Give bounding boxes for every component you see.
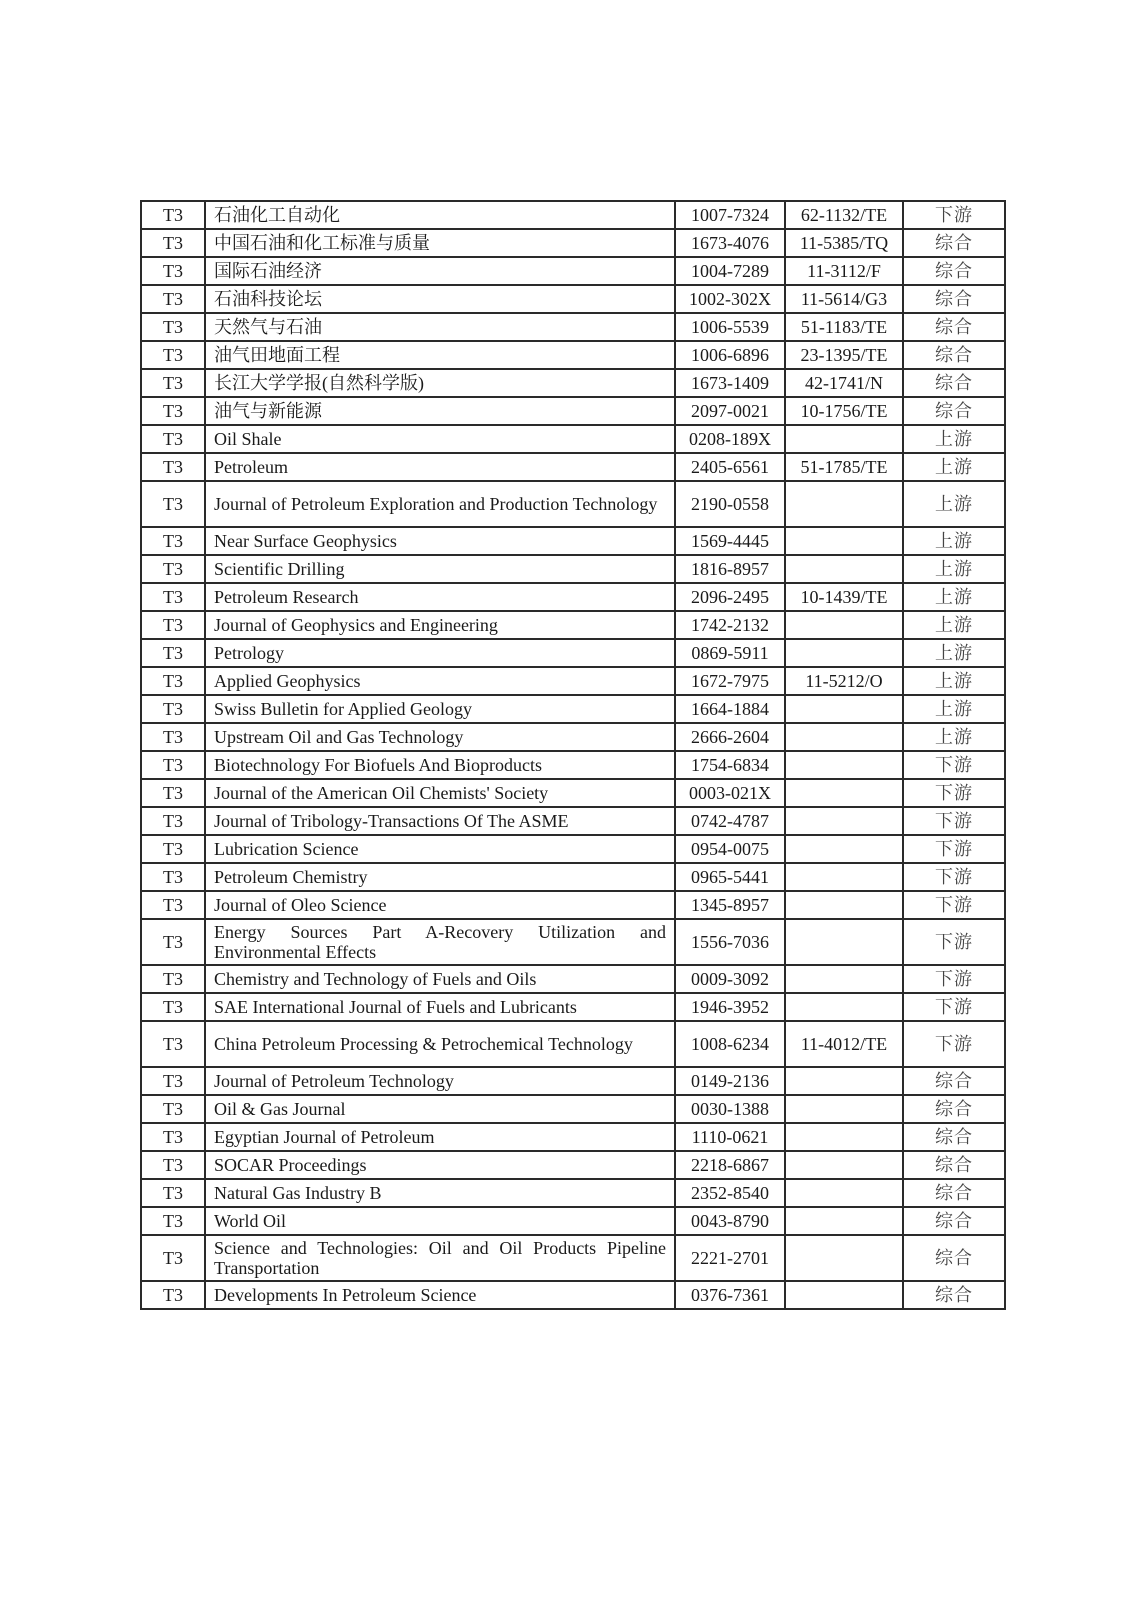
journal-name-cell: Natural Gas Industry B [205,1179,675,1207]
issn-cell: 1006-5539 [675,313,785,341]
journal-name-cell: 国际石油经济 [205,257,675,285]
category-cell: 综合 [903,285,1005,313]
tier-cell: T3 [141,1281,205,1309]
journal-name-cell: Biotechnology For Biofuels And Bioproducts [205,751,675,779]
category-cell: 下游 [903,919,1005,965]
journal-name-cell: Applied Geophysics [205,667,675,695]
cn-number-cell: 11-5385/TQ [785,229,903,257]
journal-name-cell: Petroleum Chemistry [205,863,675,891]
category-cell: 下游 [903,835,1005,863]
table-row [141,779,1005,807]
table-row [141,611,1005,639]
journal-name-cell: Near Surface Geophysics [205,527,675,555]
cn-number-cell [785,863,903,891]
journal-name-cell: Journal of Petroleum Technology [205,1067,675,1095]
journal-name-cell: Journal of Geophysics and Engineering [205,611,675,639]
category-cell: 下游 [903,779,1005,807]
cn-number-cell [785,891,903,919]
tier-cell: T3 [141,639,205,667]
cn-number-cell [785,695,903,723]
category-cell: 下游 [903,965,1005,993]
table-row [141,751,1005,779]
tier-cell: T3 [141,863,205,891]
cn-number-cell [785,639,903,667]
category-cell: 上游 [903,723,1005,751]
table-row [141,257,1005,285]
table-row [141,369,1005,397]
category-cell: 下游 [903,993,1005,1021]
tier-cell: T3 [141,1235,205,1281]
cn-number-cell [785,919,903,965]
journal-name-cell: Oil Shale [205,425,675,453]
category-cell: 综合 [903,1095,1005,1123]
journal-name-cell: 长江大学学报(自然科学版) [205,369,675,397]
cn-number-cell [785,1179,903,1207]
cn-number-cell: 42-1741/N [785,369,903,397]
cn-number-cell [785,779,903,807]
journal-table-body [141,201,1005,1309]
cn-number-cell [785,611,903,639]
journal-name-cell: China Petroleum Processing & Petrochemical Technology [205,1021,675,1067]
tier-cell: T3 [141,369,205,397]
tier-cell: T3 [141,1179,205,1207]
cn-number-cell [785,1123,903,1151]
category-cell: 上游 [903,611,1005,639]
category-cell: 下游 [903,891,1005,919]
issn-cell: 0742-4787 [675,807,785,835]
table-row [141,1151,1005,1179]
cn-number-cell [785,751,903,779]
issn-cell: 1672-7975 [675,667,785,695]
tier-cell: T3 [141,835,205,863]
tier-cell: T3 [141,555,205,583]
table-row [141,891,1005,919]
journal-name-cell: Journal of Tribology-Transactions Of The ASME [205,807,675,835]
journal-name-cell: Oil & Gas Journal [205,1095,675,1123]
journal-name-cell: 石油化工自动化 [205,201,675,229]
table-row [141,695,1005,723]
cn-number-cell [785,1095,903,1123]
table-row [141,425,1005,453]
journal-name-cell: 天然气与石油 [205,313,675,341]
table-row [141,1067,1005,1095]
issn-cell: 1664-1884 [675,695,785,723]
category-cell: 上游 [903,481,1005,527]
tier-cell: T3 [141,1207,205,1235]
issn-cell: 1345-8957 [675,891,785,919]
issn-cell: 0003-021X [675,779,785,807]
category-cell: 上游 [903,667,1005,695]
table-row [141,229,1005,257]
table-row [141,807,1005,835]
issn-cell: 0869-5911 [675,639,785,667]
issn-cell: 0043-8790 [675,1207,785,1235]
journal-name-cell: Egyptian Journal of Petroleum [205,1123,675,1151]
journal-name-cell: Petrology [205,639,675,667]
journal-name-cell: Petroleum Research [205,583,675,611]
table-row [141,1281,1005,1309]
category-cell: 下游 [903,1021,1005,1067]
table-row [141,397,1005,425]
cn-number-cell [785,1281,903,1309]
tier-cell: T3 [141,695,205,723]
issn-cell: 2190-0558 [675,481,785,527]
issn-cell: 1004-7289 [675,257,785,285]
category-cell: 综合 [903,1067,1005,1095]
issn-cell: 0965-5441 [675,863,785,891]
cn-number-cell [785,1151,903,1179]
cn-number-cell: 11-3112/F [785,257,903,285]
table-row [141,1021,1005,1067]
tier-cell: T3 [141,257,205,285]
cn-number-cell: 11-5212/O [785,667,903,695]
table-row [141,453,1005,481]
category-cell: 综合 [903,1151,1005,1179]
issn-cell: 0376-7361 [675,1281,785,1309]
journal-name-cell: SAE International Journal of Fuels and Lubricants [205,993,675,1021]
category-cell: 上游 [903,583,1005,611]
issn-cell: 0149-2136 [675,1067,785,1095]
cn-number-cell: 11-5614/G3 [785,285,903,313]
cn-number-cell [785,481,903,527]
table-row [141,993,1005,1021]
tier-cell: T3 [141,779,205,807]
cn-number-cell [785,1067,903,1095]
category-cell: 上游 [903,425,1005,453]
cn-number-cell [785,993,903,1021]
tier-cell: T3 [141,1067,205,1095]
journal-name-cell: Journal of Oleo Science [205,891,675,919]
journal-name-cell: SOCAR Proceedings [205,1151,675,1179]
issn-cell: 2221-2701 [675,1235,785,1281]
tier-cell: T3 [141,611,205,639]
tier-cell: T3 [141,751,205,779]
category-cell: 综合 [903,1207,1005,1235]
tier-cell: T3 [141,1021,205,1067]
table-row [141,639,1005,667]
cn-number-cell [785,527,903,555]
tier-cell: T3 [141,919,205,965]
table-row [141,527,1005,555]
tier-cell: T3 [141,807,205,835]
issn-cell: 1006-6896 [675,341,785,369]
tier-cell: T3 [141,229,205,257]
tier-cell: T3 [141,1095,205,1123]
journal-table [140,200,1006,1310]
tier-cell: T3 [141,993,205,1021]
table-row [141,481,1005,527]
issn-cell: 1673-1409 [675,369,785,397]
tier-cell: T3 [141,201,205,229]
issn-cell: 1002-302X [675,285,785,313]
issn-cell: 1110-0621 [675,1123,785,1151]
cn-number-cell [785,555,903,583]
journal-name-cell: Science and Technologies: Oil and Oil Products Pipeline Transportation [205,1235,675,1281]
journal-name-cell: 油气与新能源 [205,397,675,425]
journal-name-cell: Journal of the American Oil Chemists' Society [205,779,675,807]
tier-cell: T3 [141,891,205,919]
journal-name-cell: Journal of Petroleum Exploration and Production Technology [205,481,675,527]
category-cell: 上游 [903,695,1005,723]
table-row [141,1123,1005,1151]
category-cell: 综合 [903,229,1005,257]
journal-name-cell: Petroleum [205,453,675,481]
cn-number-cell [785,425,903,453]
table-row [141,1235,1005,1281]
issn-cell: 0954-0075 [675,835,785,863]
journal-name-cell: 石油科技论坛 [205,285,675,313]
tier-cell: T3 [141,1123,205,1151]
table-row [141,555,1005,583]
tier-cell: T3 [141,397,205,425]
table-row [141,285,1005,313]
category-cell: 下游 [903,751,1005,779]
cn-number-cell: 23-1395/TE [785,341,903,369]
table-row [141,1179,1005,1207]
issn-cell: 1556-7036 [675,919,785,965]
issn-cell: 2096-2495 [675,583,785,611]
journal-name-cell: Energy Sources Part A-Recovery Utilization and Environmental Effects [205,919,675,965]
cn-number-cell: 10-1439/TE [785,583,903,611]
tier-cell: T3 [141,583,205,611]
issn-cell: 1008-6234 [675,1021,785,1067]
table-row [141,1207,1005,1235]
category-cell: 综合 [903,1123,1005,1151]
cn-number-cell: 51-1183/TE [785,313,903,341]
journal-name-cell: Lubrication Science [205,835,675,863]
table-row [141,667,1005,695]
table-row [141,583,1005,611]
category-cell: 综合 [903,313,1005,341]
category-cell: 综合 [903,1179,1005,1207]
journal-name-cell: World Oil [205,1207,675,1235]
journal-name-cell: 油气田地面工程 [205,341,675,369]
category-cell: 下游 [903,863,1005,891]
cn-number-cell [785,807,903,835]
category-cell: 综合 [903,341,1005,369]
tier-cell: T3 [141,1151,205,1179]
category-cell: 上游 [903,639,1005,667]
category-cell: 综合 [903,1281,1005,1309]
table-row [141,835,1005,863]
tier-cell: T3 [141,285,205,313]
cn-number-cell [785,835,903,863]
table-row [141,201,1005,229]
journal-name-cell: Chemistry and Technology of Fuels and Oils [205,965,675,993]
cn-number-cell [785,1235,903,1281]
journal-name-cell: Swiss Bulletin for Applied Geology [205,695,675,723]
issn-cell: 1816-8957 [675,555,785,583]
tier-cell: T3 [141,481,205,527]
tier-cell: T3 [141,723,205,751]
tier-cell: T3 [141,425,205,453]
cn-number-cell [785,1207,903,1235]
issn-cell: 1754-6834 [675,751,785,779]
cn-number-cell [785,723,903,751]
issn-cell: 0009-3092 [675,965,785,993]
cn-number-cell: 51-1785/TE [785,453,903,481]
issn-cell: 1673-4076 [675,229,785,257]
tier-cell: T3 [141,453,205,481]
cn-number-cell: 11-4012/TE [785,1021,903,1067]
issn-cell: 1742-2132 [675,611,785,639]
cn-number-cell [785,965,903,993]
category-cell: 上游 [903,527,1005,555]
issn-cell: 1007-7324 [675,201,785,229]
category-cell: 综合 [903,257,1005,285]
journal-name-cell: Developments In Petroleum Science [205,1281,675,1309]
cn-number-cell: 10-1756/TE [785,397,903,425]
issn-cell: 2218-6867 [675,1151,785,1179]
tier-cell: T3 [141,527,205,555]
category-cell: 下游 [903,201,1005,229]
journal-name-cell: Upstream Oil and Gas Technology [205,723,675,751]
category-cell: 上游 [903,555,1005,583]
cn-number-cell: 62-1132/TE [785,201,903,229]
issn-cell: 0208-189X [675,425,785,453]
table-row [141,313,1005,341]
table-row [141,341,1005,369]
tier-cell: T3 [141,965,205,993]
issn-cell: 1569-4445 [675,527,785,555]
journal-name-cell: 中国石油和化工标准与质量 [205,229,675,257]
issn-cell: 2352-8540 [675,1179,785,1207]
table-row [141,919,1005,965]
table-row [141,1095,1005,1123]
category-cell: 综合 [903,1235,1005,1281]
issn-cell: 1946-3952 [675,993,785,1021]
category-cell: 综合 [903,369,1005,397]
tier-cell: T3 [141,313,205,341]
tier-cell: T3 [141,667,205,695]
table-row [141,863,1005,891]
category-cell: 上游 [903,453,1005,481]
issn-cell: 2097-0021 [675,397,785,425]
document-page [140,200,1004,1310]
journal-name-cell: Scientific Drilling [205,555,675,583]
category-cell: 下游 [903,807,1005,835]
category-cell: 综合 [903,397,1005,425]
issn-cell: 0030-1388 [675,1095,785,1123]
tier-cell: T3 [141,341,205,369]
table-row [141,723,1005,751]
issn-cell: 2666-2604 [675,723,785,751]
table-row [141,965,1005,993]
issn-cell: 2405-6561 [675,453,785,481]
